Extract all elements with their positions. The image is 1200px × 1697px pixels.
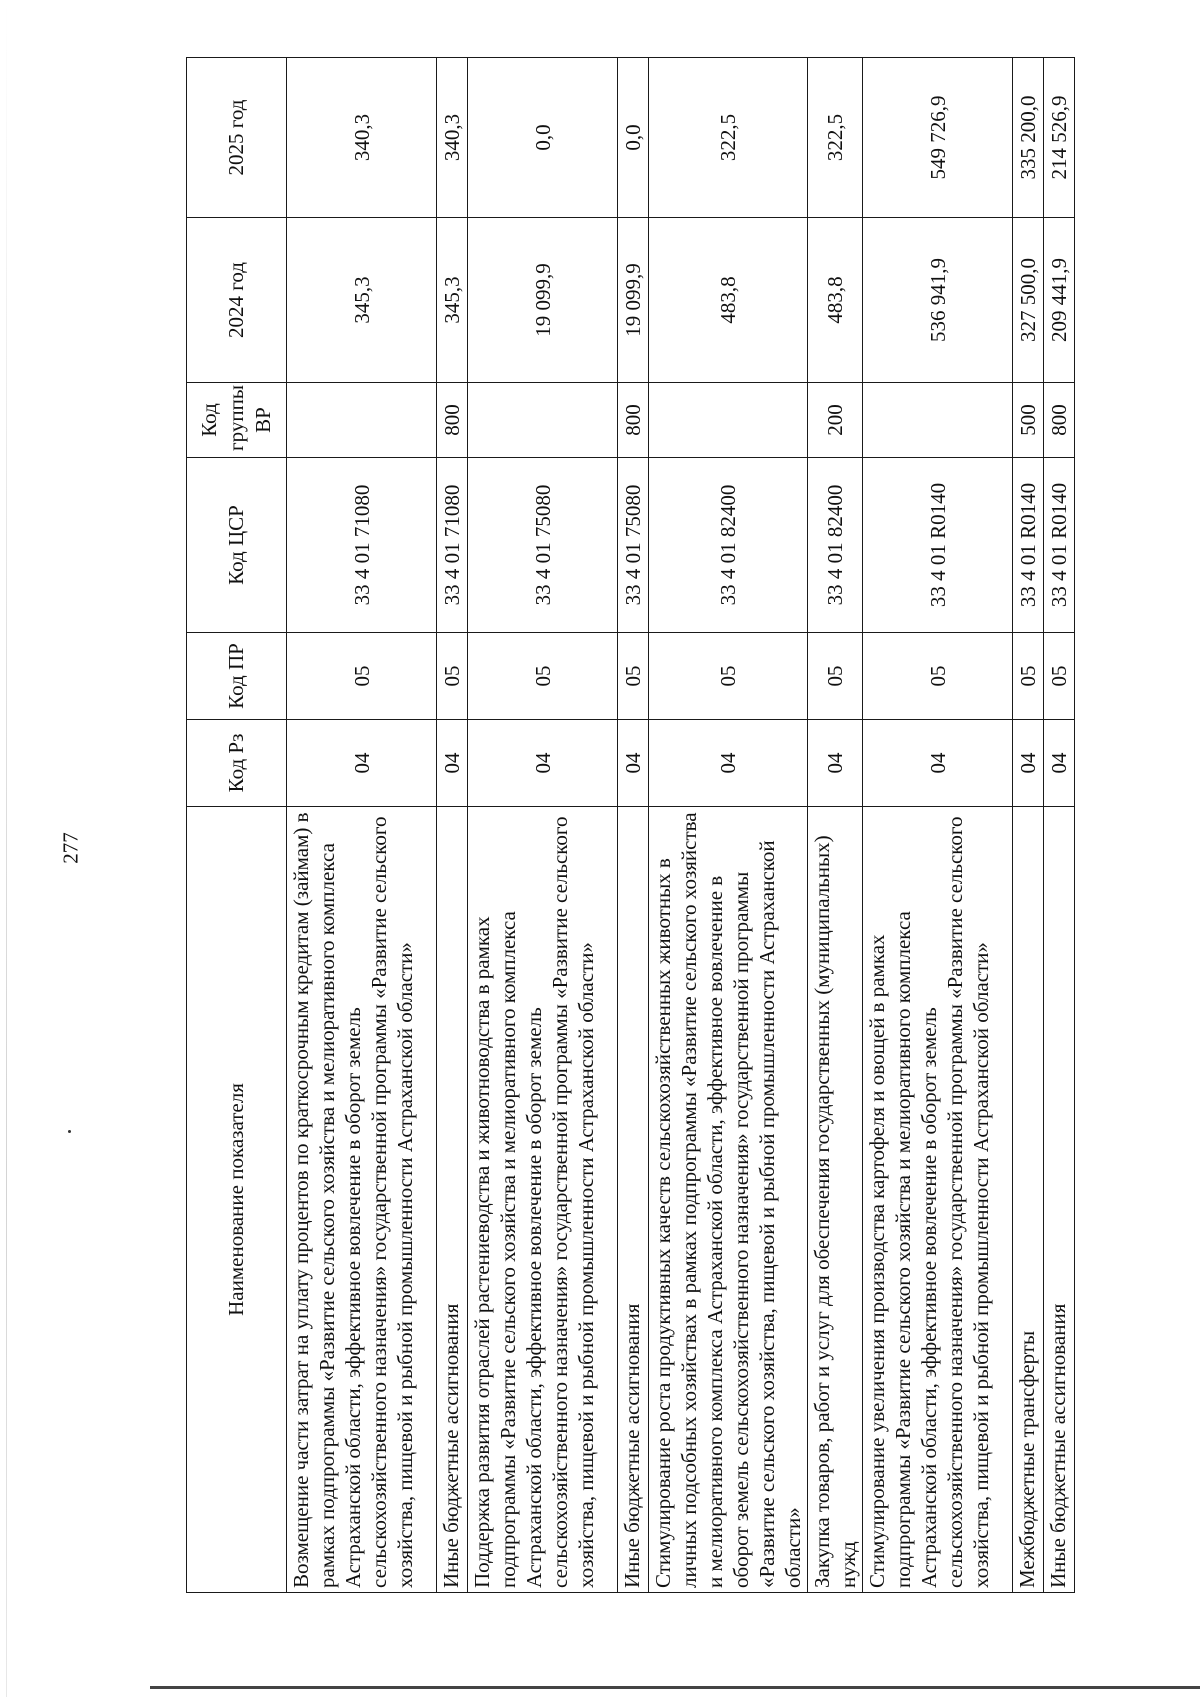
row-pr: 05 — [808, 633, 863, 720]
scan-speck — [68, 1130, 71, 1133]
row-2024: 345,3 — [437, 218, 468, 383]
row-name: Иные бюджетные ассигнования — [1044, 807, 1075, 1593]
row-2024: 327 500,0 — [1013, 218, 1044, 383]
row-vr — [649, 383, 808, 458]
row-2025: 549 726,9 — [863, 58, 1013, 218]
row-pr: 05 — [1013, 633, 1044, 720]
row-csr: 33 4 01 75080 — [468, 458, 618, 633]
row-pr: 05 — [1044, 633, 1075, 720]
row-rz: 04 — [808, 720, 863, 807]
table-row — [1044, 58, 1075, 1593]
table-header-row — [187, 58, 287, 1593]
row-name: Поддержка развития отраслей растениеводства и животноводства в рамках подпрограммы «Развитие сельского хозяйства и мелиоративного комплекса Астраханской области, эффективное вовлечение в оборот земель сельскохозяйственного назначения» государственной программы «Развитие сельского хозяйства, пищевой и рыбной промышленности Астраханской области» — [468, 807, 618, 1593]
row-name: Иные бюджетные ассигнования — [437, 807, 468, 1593]
budget-table — [186, 57, 1075, 1593]
row-2025: 335 200,0 — [1013, 58, 1044, 218]
row-csr: 33 4 01 71080 — [437, 458, 468, 633]
row-name: Закупка товаров, работ и услуг для обеспечения государственных (муниципальных) нужд — [808, 807, 863, 1593]
row-rz: 04 — [437, 720, 468, 807]
header-name: Наименование показателя — [187, 807, 287, 1593]
row-2024: 536 941,9 — [863, 218, 1013, 383]
row-csr: 33 4 01 82400 — [808, 458, 863, 633]
header-vr: Код группы ВР — [187, 383, 287, 458]
row-pr: 05 — [437, 633, 468, 720]
row-2025: 0,0 — [468, 58, 618, 218]
row-csr: 33 4 01 75080 — [618, 458, 649, 633]
row-name: Возмещение части затрат на уплату процентов по краткосрочным кредитам (займам) в рамках подпрограммы «Развитие сельского хозяйства и мелиоративного комплекса Астраханской области, эффективное вовлечение в оборот земель сельскохозяйственного назначения» государственной программы «Развитие сельского хозяйства, пищевой и рыбной промышленности Астраханской области» — [287, 807, 437, 1593]
row-csr: 33 4 01 R0140 — [1044, 458, 1075, 633]
header-rz: Код Рз — [187, 720, 287, 807]
row-name: Стимулирование увеличения производства картофеля и овощей в рамках подпрограммы «Развитие сельского хозяйства и мелиоративного комплекса Астраханской области, эффективное вовлечение в оборот земель сельскохозяйственного назначения» государственной программы «Развитие сельского хозяйства, пищевой и рыбной промышленности Астраханской области» — [863, 807, 1013, 1593]
row-pr: 05 — [649, 633, 808, 720]
row-pr: 05 — [468, 633, 618, 720]
row-rz: 04 — [1013, 720, 1044, 807]
row-2024: 483,8 — [649, 218, 808, 383]
row-2024: 209 441,9 — [1044, 218, 1075, 383]
scan-edge-shadow — [6, 0, 7, 1697]
row-rz: 04 — [287, 720, 437, 807]
row-vr: 200 — [808, 383, 863, 458]
row-2025: 322,5 — [808, 58, 863, 218]
row-name: Иные бюджетные ассигнования — [618, 807, 649, 1593]
row-2025: 214 526,9 — [1044, 58, 1075, 218]
row-csr: 33 4 01 R0140 — [863, 458, 1013, 633]
header-csr: Код ЦСР — [187, 458, 287, 633]
row-2025: 340,3 — [287, 58, 437, 218]
table-row — [808, 58, 863, 1593]
row-name: Межбюджетные трансферты — [1013, 807, 1044, 1593]
row-rz: 04 — [468, 720, 618, 807]
row-vr: 800 — [437, 383, 468, 458]
header-2024: 2024 год — [187, 218, 287, 383]
row-csr: 33 4 01 82400 — [649, 458, 808, 633]
table-row — [863, 58, 1013, 1593]
row-2024: 19 099,9 — [468, 218, 618, 383]
table-row — [287, 58, 437, 1593]
table-row — [618, 58, 649, 1593]
rotated-table-container — [186, 58, 1159, 1593]
row-vr — [863, 383, 1013, 458]
row-rz: 04 — [618, 720, 649, 807]
header-2025: 2025 год — [187, 58, 287, 218]
row-name: Стимулирование роста продуктивных качеств сельскохозяйственных животных в личных подсобных хозяйствах в рамках подпрограммы «Развитие сельского хозяйства и мелиоративного комплекса Астраханской области, эффективное вовлечение в оборот земель сельскохозяйственного назначения» государственной программы «Развитие сельского хозяйства, пищевой и рыбной промышленности Астраханской области» — [649, 807, 808, 1593]
row-rz: 04 — [863, 720, 1013, 807]
row-vr: 500 — [1013, 383, 1044, 458]
row-pr: 05 — [863, 633, 1013, 720]
table-row — [1013, 58, 1044, 1593]
row-2024: 483,8 — [808, 218, 863, 383]
row-csr: 33 4 01 71080 — [287, 458, 437, 633]
table-row — [649, 58, 808, 1593]
row-rz: 04 — [1044, 720, 1075, 807]
row-vr: 800 — [1044, 383, 1075, 458]
row-2024: 19 099,9 — [618, 218, 649, 383]
row-rz: 04 — [649, 720, 808, 807]
scan-bottom-edge — [150, 1686, 1200, 1689]
table-row — [468, 58, 618, 1593]
row-pr: 05 — [287, 633, 437, 720]
row-vr: 800 — [618, 383, 649, 458]
table-row — [437, 58, 468, 1593]
row-vr — [468, 383, 618, 458]
row-2024: 345,3 — [287, 218, 437, 383]
row-2025: 0,0 — [618, 58, 649, 218]
page-number: 277 — [58, 832, 83, 864]
row-vr — [287, 383, 437, 458]
row-2025: 340,3 — [437, 58, 468, 218]
row-csr: 33 4 01 R0140 — [1013, 458, 1044, 633]
row-pr: 05 — [618, 633, 649, 720]
row-2025: 322,5 — [649, 58, 808, 218]
header-pr: Код ПР — [187, 633, 287, 720]
